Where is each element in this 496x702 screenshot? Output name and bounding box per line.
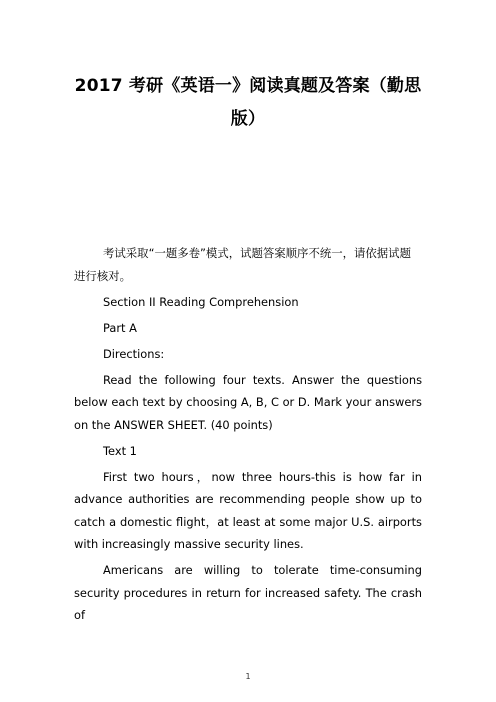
- document-body: [74, 242, 422, 630]
- section-heading: Section II Reading Comprehension: [103, 294, 299, 309]
- part-heading: Part A: [103, 320, 137, 335]
- body-paragraph: First two hours，now three hours-this is how far in advance authorities are recommending people show up to catch a domestic flight，at least at some major U.S. airports with increasingly massive security lines.: [74, 469, 422, 551]
- text-heading: Text 1: [103, 443, 137, 458]
- exam-note-paragraph: 考试采取“一题多卷”模式，试题答案顺序不统一，请依据试题进行核对。: [74, 246, 411, 283]
- directions-heading: Directions:: [103, 346, 165, 361]
- directions-paragraph: Read the following four texts. Answer the questions below each text by choosing A, B, C or D. Mark your answers on the ANSWER SHEET. (40 points): [74, 372, 422, 432]
- page-number: 1: [245, 672, 251, 681]
- document-title: 2017 考研《英语一》阅读真题及答案（勤思版）: [74, 76, 422, 129]
- body-paragraph: Americans are willing to tolerate time-consuming security procedures in return for increased safety. The crash of: [74, 563, 422, 622]
